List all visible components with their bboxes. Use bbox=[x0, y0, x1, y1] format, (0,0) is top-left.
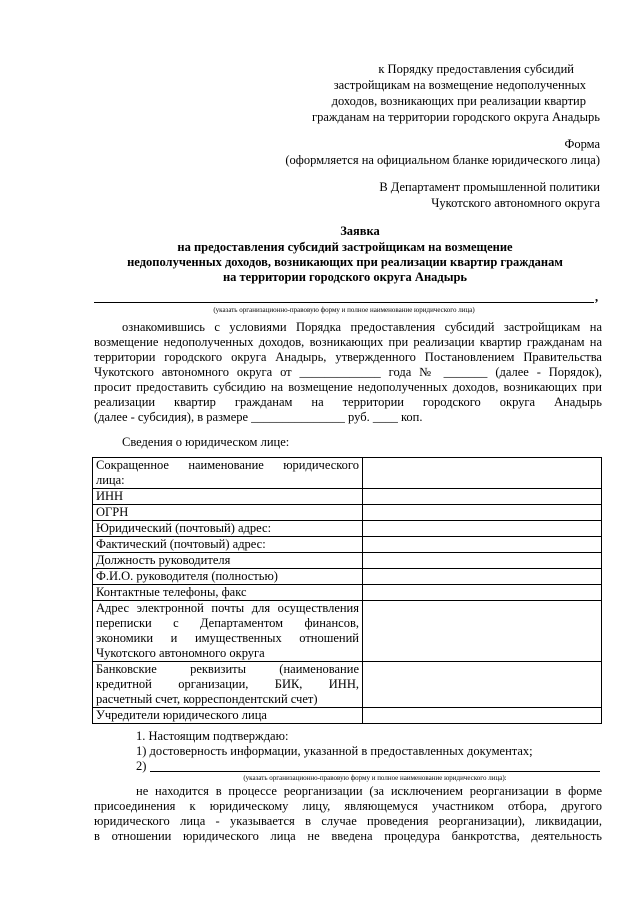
label-line: Учредители юридического лица bbox=[96, 708, 267, 722]
intro-line: просит предоставить субсидию на возмещение недополученных доходов, возникающих при bbox=[94, 380, 602, 394]
label-line: расчетный счет, корреспондентский счет) bbox=[96, 692, 318, 706]
confirm-item-1: 1) достоверность информации, указанной в предоставленных документах; bbox=[136, 744, 533, 758]
label-line: Адрес электронной почты для осуществления bbox=[96, 601, 359, 615]
value-cell-head-name[interactable] bbox=[363, 569, 602, 585]
confirm-paragraph bbox=[94, 784, 602, 844]
header-line-2: застройщикам на возмещение недополученных bbox=[333, 78, 586, 92]
label-line: Ф.И.О. руководителя (полностью) bbox=[96, 569, 278, 583]
intro-paragraph bbox=[94, 320, 602, 425]
intro-line: реализации квартир гражданам на территории городского округа Анадырь bbox=[94, 395, 602, 409]
value-cell-founders[interactable] bbox=[363, 708, 602, 724]
header-line-4: гражданам на территории городского округа Анадырь bbox=[311, 110, 600, 124]
value-cell-legal-address[interactable] bbox=[363, 521, 602, 537]
addressee-line-2: Чукотского автономного округа bbox=[431, 196, 600, 210]
table-row bbox=[93, 489, 602, 505]
form-label: Форма bbox=[564, 137, 600, 151]
confirm-line: в отношении юридического лица не введена процедура банкротства, деятельность bbox=[94, 829, 602, 843]
title-line-2: недополученных доходов, возникающих при реализации квартир гражданам bbox=[127, 255, 563, 269]
table-row bbox=[93, 662, 602, 708]
confirm-title: 1. Настоящим подтверждаю: bbox=[136, 729, 289, 743]
row-label-ogrn bbox=[93, 505, 363, 521]
addressee-line-1: В Департамент промышленной политики bbox=[379, 180, 600, 194]
intro-line: Чукотского автономного округа от _____________ года № _______ (далее - Порядок), bbox=[94, 365, 602, 379]
intro-line: ознакомившись с условиями Порядка предоставления субсидий застройщикам на bbox=[122, 320, 602, 334]
org-name-comma: , bbox=[595, 290, 599, 304]
table-row bbox=[93, 537, 602, 553]
label-line: ИНН bbox=[96, 489, 124, 503]
label-line: Сокращенное наименование юридического bbox=[96, 458, 359, 472]
row-label-head-position bbox=[93, 553, 363, 569]
form-subtitle: (оформляется на официальном бланке юридического лица) bbox=[285, 153, 600, 167]
title-line-3: на территории городского округа Анадырь bbox=[222, 270, 468, 284]
confirm-line: юридического лица - указывается в случае проведения реорганизации), ликвидации, bbox=[94, 814, 602, 828]
value-cell-email[interactable] bbox=[363, 601, 602, 662]
title-line-1: на предоставления субсидий застройщикам на возмещение bbox=[177, 240, 513, 254]
intro-line: (далее - субсидия), в размере _______________ руб. ____ коп. bbox=[94, 410, 423, 424]
label-line: Чукотского автономного округа bbox=[96, 646, 265, 660]
label-line: лица: bbox=[96, 473, 125, 487]
table-row bbox=[93, 553, 602, 569]
row-label-phones bbox=[93, 585, 363, 601]
value-cell-head-position[interactable] bbox=[363, 553, 602, 569]
row-label-legal-address bbox=[93, 521, 363, 537]
intro-line: возмещение недополученных доходов, возникающих при реализации квартир гражданам на bbox=[94, 335, 602, 349]
value-cell-bank-details[interactable] bbox=[363, 662, 602, 708]
document-heading: Заявка bbox=[340, 224, 380, 238]
confirm-org-name-field[interactable] bbox=[150, 771, 600, 772]
table-row bbox=[93, 708, 602, 724]
label-line: Фактический (почтовый) адрес: bbox=[96, 537, 266, 551]
org-name-field[interactable] bbox=[94, 302, 594, 303]
row-label-head-name bbox=[93, 569, 363, 585]
label-line: экономики и имущественных отношений bbox=[96, 631, 359, 645]
row-label-inn bbox=[93, 489, 363, 505]
row-label-actual-address bbox=[93, 537, 363, 553]
header-line-1: к Порядку предоставления субсидий bbox=[378, 62, 574, 76]
row-label-email bbox=[93, 601, 363, 662]
value-cell-ogrn[interactable] bbox=[363, 505, 602, 521]
table-row bbox=[93, 458, 602, 489]
row-label-founders bbox=[93, 708, 363, 724]
confirm-line: не находится в процессе реорганизации (за исключением реорганизации в форме bbox=[136, 784, 602, 798]
table-row bbox=[93, 521, 602, 537]
legal-info-table bbox=[92, 457, 602, 724]
value-cell-short-name[interactable] bbox=[363, 458, 602, 489]
value-cell-actual-address[interactable] bbox=[363, 537, 602, 553]
confirm-item-2-label: 2) bbox=[136, 759, 147, 773]
row-label-short-name bbox=[93, 458, 363, 489]
value-cell-phones[interactable] bbox=[363, 585, 602, 601]
legal-info-caption: Сведения о юридическом лице: bbox=[122, 435, 290, 449]
label-line: переписки с Департаментом финансов, bbox=[96, 616, 359, 630]
label-line: кредитной организации, БИК, ИНН, bbox=[96, 677, 359, 691]
label-line: ОГРН bbox=[96, 505, 129, 519]
intro-line: территории городского округа Анадырь, утвержденного Постановлением Правительства bbox=[94, 350, 602, 364]
table-row bbox=[93, 569, 602, 585]
label-line: Контактные телефоны, факс bbox=[96, 585, 247, 599]
table-row bbox=[93, 505, 602, 521]
label-line: Банковские реквизиты (наименование bbox=[96, 662, 359, 676]
table-row bbox=[93, 601, 602, 662]
org-name-hint: (указать организационно-правовую форму и полное наименование юридического лица) bbox=[213, 306, 475, 314]
value-cell-inn[interactable] bbox=[363, 489, 602, 505]
label-line: Юридический (почтовый) адрес: bbox=[96, 521, 272, 535]
table-row bbox=[93, 585, 602, 601]
header-line-3: доходов, возникающих при реализации квартир bbox=[331, 94, 586, 108]
confirm-line: присоединения к юридическому лицу, являющемуся участником отбора, другого bbox=[94, 799, 602, 813]
confirm-org-name-hint: (указать организационно-правовую форму и полное наименование юридического лица): bbox=[243, 774, 507, 782]
row-label-bank-details bbox=[93, 662, 363, 708]
label-line: Должность руководителя bbox=[96, 553, 231, 567]
